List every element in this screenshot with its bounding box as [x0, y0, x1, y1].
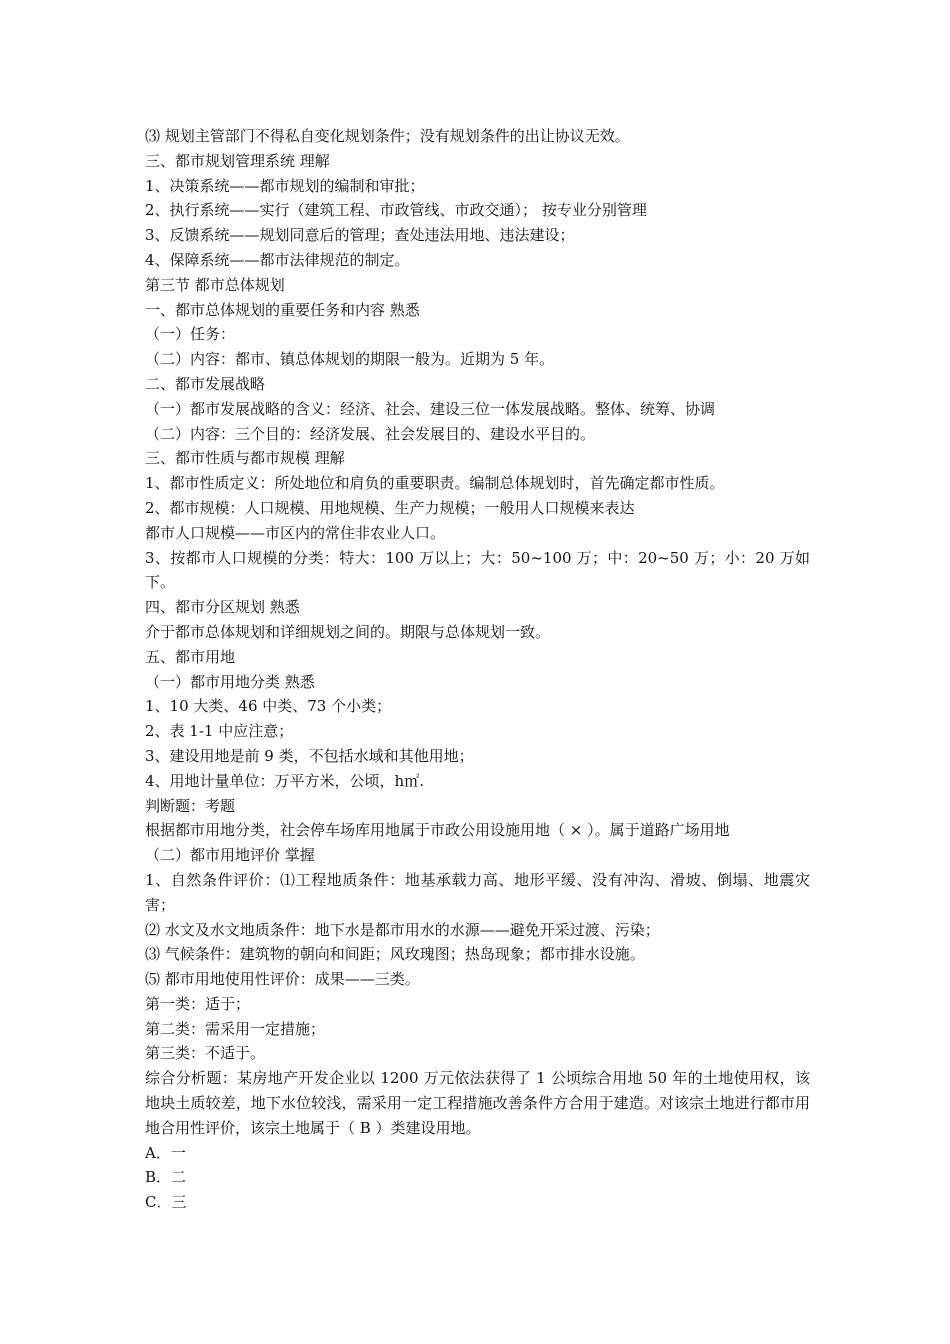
section-heading: 三、都市规划管理系统 理解 — [145, 151, 330, 170]
text-paragraph: 1、自然条件评价：⑴工程地质条件：地基承载力高、地形平缓、没有冲沟、滑坡、倒塌、地震灾害； — [145, 870, 810, 914]
text-line: ⑶ 规划主管部门不得私自变化规划条件；没有规划条件的出让协议无效。 — [145, 127, 630, 145]
text-paragraph: 3、按都市人口规模的分类：特大：100 万以上；大：50~100 万；中：20~50 万；小：20 万如下。 — [145, 548, 810, 592]
text-line: 第三类：不适于。 — [145, 1044, 266, 1063]
text-line: 3、反馈系统——规划同意后的管理；查处违法用地、违法建设； — [145, 226, 575, 245]
text-line: （二）内容：都市、镇总体规划的期限一般为。近期为 5 年。 — [145, 350, 555, 369]
text-line: 2、表 1-1 中应注意； — [145, 722, 294, 741]
text-line: 第二类：需采用一定措施； — [145, 1019, 326, 1038]
text-line: （一）都市用地分类 熟悉 — [145, 672, 315, 691]
chapter-heading: 第三节 都市总体规划 — [145, 275, 285, 294]
text-line: ⑸ 都市用地使用性评价：成果——三类。 — [145, 970, 420, 989]
text-line: ⑶ 气候条件：建筑物的朝向和间距；风玫瑰图；热岛现象；都市排水设施。 — [145, 945, 645, 964]
text-line: 根据都市用地分类，社会停车场库用地属于市政公用设施用地（ × ）。属于道路广场用地 — [145, 821, 730, 840]
text-paragraph: 综合分析题：某房地产开发企业以 1200 万元依法获得了 1 公顷综合用地 50 年的土地使用权，该地块土质较差，地下水位较浅，需采用一定工程措施改善条件方合用于建造。对该宗土地进行都市用地合用性评价，该宗土地属于（ B ）类建设用地。 — [145, 1069, 810, 1137]
answer-option: C．三 — [145, 1193, 187, 1212]
text-line: 第一类：适于； — [145, 994, 251, 1013]
section-heading: 一、都市总体规划的重要任务和内容 熟悉 — [145, 300, 420, 319]
text-line: 介于都市总体规划和详细规划之间的。期限与总体规划一致。 — [145, 622, 551, 641]
document-body — [145, 124, 810, 1215]
section-heading: 三、都市性质与都市规模 理解 — [145, 449, 345, 468]
answer-option: B．二 — [145, 1168, 187, 1187]
text-line: 1、10 大类、46 中类、73 个小类； — [145, 697, 392, 716]
text-line: （一）任务： — [145, 325, 236, 344]
text-line: 都市人口规模——市区内的常住非农业人口。 — [145, 523, 446, 542]
text-line: ⑵ 水文及水文地质条件：地下水是都市用水的水源——避免开采过渡、污染； — [145, 920, 660, 939]
text-line: 2、都市规模：人口规模、用地规模、生产力规模；一般用人口规模来表达 — [145, 498, 635, 517]
text-line: 4、用地计量单位：万平方米，公顷，h㎡. — [145, 771, 424, 790]
section-heading: 四、都市分区规划 熟悉 — [145, 598, 300, 617]
text-line: （二）都市用地评价 掌握 — [145, 846, 315, 865]
text-line: 1、决策系统——都市规划的编制和审批； — [145, 176, 425, 195]
text-line: 判断题：考题 — [145, 796, 236, 815]
text-line: （一）都市发展战略的含义：经济、社会、建设三位一体发展战略。整体、统筹、协调 — [145, 399, 716, 418]
text-line: 3、建设用地是前 9 类，不包括水域和其他用地； — [145, 746, 474, 765]
text-line: 1、都市性质定义：所处地位和肩负的重要职责。编制总体规划时，首先确定都市性质。 — [145, 474, 725, 493]
answer-option: A．一 — [145, 1143, 186, 1162]
section-heading: 五、都市用地 — [145, 647, 236, 666]
text-line: （二）内容：三个目的：经济发展、社会发展目的、建设水平目的。 — [145, 424, 596, 443]
section-heading: 二、都市发展战略 — [145, 374, 266, 393]
text-line: 2、执行系统——实行（建筑工程、市政管线、市政交通）； 按专业分别管理 — [145, 201, 647, 220]
text-line: 4、保障系统——都市法律规范的制定。 — [145, 250, 410, 269]
